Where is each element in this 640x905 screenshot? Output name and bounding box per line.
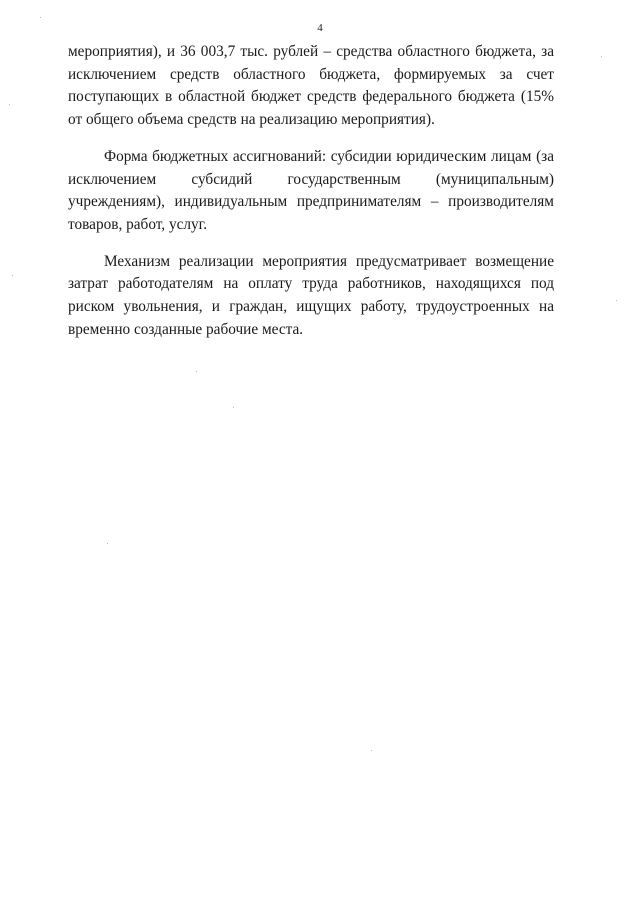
scan-speck — [40, 17, 41, 18]
document-body — [68, 41, 554, 341]
scan-speck — [371, 750, 372, 751]
scan-speck — [9, 104, 10, 105]
page-number: 4 — [317, 22, 323, 34]
scan-speck — [616, 300, 617, 301]
scan-speck — [233, 407, 234, 408]
paragraph-funding: мероприятия), и 36 003,7 тыс. рублей – средства областного бюджета, за исключением средств областного бюджета, формируемых за счет поступающих в областной бюджет средств федерального бюджета (15% от общего объема средств на реализацию мероприятия). — [68, 43, 554, 129]
scan-speck — [601, 56, 602, 57]
paragraph-mechanism: Механизм реализации мероприятия предусматривает возмещение затрат работодателям на оплату труда работников, находящихся под риском увольнения, и граждан, ищущих работу, трудоустроенных на временно созданные рабочие места. — [68, 252, 554, 338]
scan-speck — [196, 371, 197, 372]
scan-speck — [12, 275, 13, 276]
scan-speck — [107, 543, 108, 544]
paragraph-allocation-form: Форма бюджетных ассигнований: субсидии юридическим лицам (за исключением субсидий государственным (муниципальным) учреждениям), индивидуальным предпринимателям – производителям товаров, работ, услуг. — [68, 147, 554, 233]
